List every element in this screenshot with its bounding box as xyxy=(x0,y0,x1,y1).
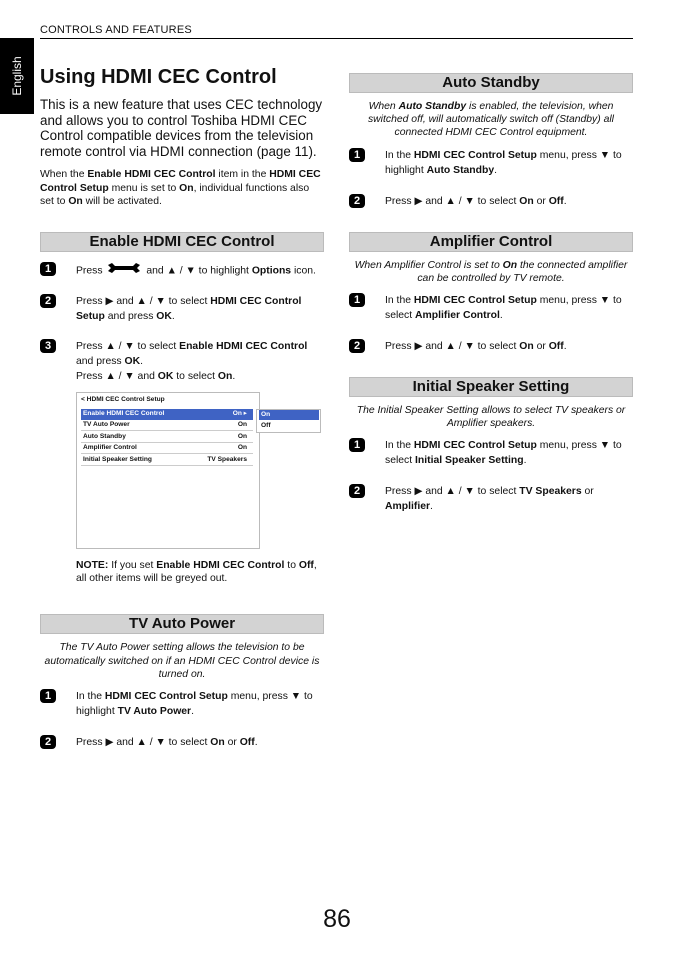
intro-paragraph: This is a new feature that uses CEC technology and allows you to control Toshiba HDMI CEC Control compatible devices from the television remote control via HDMI connection (page 11). xyxy=(40,97,323,159)
section-heading-tv-auto-power: TV Auto Power xyxy=(40,614,324,634)
left-column xyxy=(40,66,324,750)
tv-auto-power-desc: The TV Auto Power setting allows the television to be automatically switched on if an HDMI CEC Control device is turned on. xyxy=(44,642,320,680)
running-header: CONTROLS AND FEATURES xyxy=(40,24,192,36)
language-tab xyxy=(0,38,34,114)
page-title: Using HDMI CEC Control xyxy=(40,66,277,88)
step-number: 1 xyxy=(40,689,56,703)
greyed-out-note: NOTE: If you set Enable HDMI CEC Control to Off, all other items will be greyed out. xyxy=(76,559,317,584)
step-number: 1 xyxy=(349,438,365,452)
speaker-step-2: 2 Press ▶ and ▲ / ▼ to select TV Speakers or Amplifier. xyxy=(349,484,633,514)
auto-standby-step-2: 2 Press ▶ and ▲ / ▼ to select On or Off. xyxy=(349,194,633,209)
step-number: 2 xyxy=(40,735,56,749)
tv-auto-power-step-2: 2 Press ▶ and ▲ / ▼ to select On or Off. xyxy=(40,735,324,750)
popup-option-off[interactable]: Off xyxy=(261,421,271,429)
step-number: 3 xyxy=(40,339,56,353)
step-number: 2 xyxy=(40,294,56,308)
popup-option-on[interactable]: On xyxy=(259,410,319,420)
tv-auto-power-step-1: 1 In the HDMI CEC Control Setup menu, press ▼ to highlight TV Auto Power. xyxy=(40,689,324,719)
step-number: 1 xyxy=(40,262,56,276)
hdmi-cec-menu-screenshot xyxy=(76,392,271,549)
step-number: 2 xyxy=(349,339,365,353)
step-number: 1 xyxy=(349,293,365,307)
amplifier-step-1: 1 In the HDMI CEC Control Setup menu, press ▼ to select Amplifier Control. xyxy=(349,293,633,323)
menu-row-auto-standby[interactable]: Auto Standby On xyxy=(81,432,253,443)
section-heading-auto-standby: Auto Standby xyxy=(349,73,633,93)
language-tab-label: English xyxy=(10,56,24,96)
right-column xyxy=(349,73,633,514)
section-heading-enable: Enable HDMI CEC Control xyxy=(40,232,324,252)
page-number: 86 xyxy=(323,905,351,933)
auto-standby-desc: When Auto Standby is enabled, the television, when switched off, will automatically switch off (Standby) all connected HDMI CEC Control equipment. xyxy=(367,101,614,139)
auto-standby-step-1: 1 In the HDMI CEC Control Setup menu, press ▼ to highlight Auto Standby. xyxy=(349,148,633,178)
speaker-step-1: 1 In the HDMI CEC Control Setup menu, press ▼ to select Initial Speaker Setting. xyxy=(349,438,633,468)
step-number: 2 xyxy=(349,194,365,208)
enable-step-1: 1 Press and ▲ / ▼ to highlight Options icon. xyxy=(40,262,324,279)
header-rule xyxy=(40,38,633,39)
step-number: 1 xyxy=(349,148,365,162)
step-number: 2 xyxy=(349,484,365,498)
menu-title: < HDMI CEC Control Setup xyxy=(81,395,165,403)
menu-row-enable[interactable]: Enable HDMI CEC Control On ▸ xyxy=(81,409,253,420)
menu-row-speaker[interactable]: Initial Speaker Setting TV Speakers xyxy=(81,455,253,466)
section-heading-amplifier: Amplifier Control xyxy=(349,232,633,252)
menu-row-amplifier[interactable]: Amplifier Control On xyxy=(81,443,253,454)
enable-step-3: 3 Press ▲ / ▼ to select Enable HDMI CEC Control and press OK. Press ▲ / ▼ and OK to select On. xyxy=(40,339,324,384)
menu-row-tv-auto-power[interactable]: TV Auto Power On xyxy=(81,420,253,431)
intro-note: When the Enable HDMI CEC Control item in the HDMI CEC Control Setup menu is set to On, individual functions also set to On will be activated. xyxy=(40,169,321,208)
value-popup xyxy=(256,409,321,433)
amplifier-step-2: 2 Press ▶ and ▲ / ▼ to select On or Off. xyxy=(349,339,633,354)
speaker-desc: The Initial Speaker Setting allows to select TV speakers or Amplifier speakers. xyxy=(356,405,626,430)
amplifier-desc: When Amplifier Control is set to On the connected amplifier can be controlled by TV remote. xyxy=(354,259,628,284)
enable-step-2: 2 Press ▶ and ▲ / ▼ to select HDMI CEC Control Setup and press OK. xyxy=(40,294,324,324)
wrench-icon xyxy=(107,262,141,279)
section-heading-speaker: Initial Speaker Setting xyxy=(349,377,633,397)
